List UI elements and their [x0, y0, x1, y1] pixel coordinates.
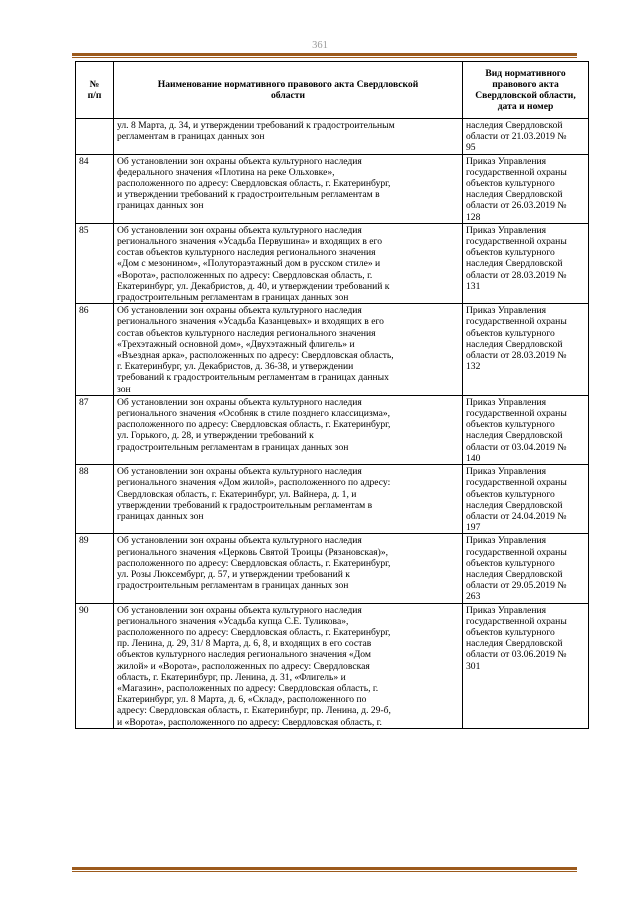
- row-act-name: Об установлении зон охраны объекта культурного наследия регионального значения «Дом жилой», расположенного по адресу: Свердловская область, г. Екатеринбург, ул. Вайнера, д. 1, и утверждении требований к градостроительным регламентам в границах данных зон: [114, 465, 463, 534]
- table-row: [76, 603, 589, 728]
- row-act-kind: Приказ Управления государственной охраны объектов культурного наследия Свердловской области от 29.05.2019 № 263: [463, 534, 589, 603]
- header-number: № п/п: [76, 62, 114, 119]
- table-row: [76, 465, 589, 534]
- row-act-name: Об установлении зон охраны объекта культурного наследия регионального значения «Усадьба Казанцевых» и входящих в его состав объектов культурного наследия регионального значения «Трехэтажный основной дом», «Двухэтажный флигель» и «Въездная арка», расположенных по адресу: Свердловская область, г. Екатеринбург, ул. Декабристов, д. 36-38, и утверждении требований к градостроительным регламентам в границах данных зон: [114, 304, 463, 396]
- row-act-name: Об установлении зон охраны объекта культурного наследия федерального значения «Плотина на реке Ольховке», расположенного по адресу: Свердловская область, г. Екатеринбург, и утверждении требований к градостроительным регламентам в границах данных зон: [114, 154, 463, 223]
- row-number: 87: [76, 395, 114, 464]
- table-header-row: [76, 62, 589, 119]
- row-number: [76, 119, 114, 155]
- row-act-kind: Приказ Управления государственной охраны объектов культурного наследия Свердловской области от 03.04.2019 № 140: [463, 395, 589, 464]
- row-number: 85: [76, 223, 114, 303]
- row-act-name: Об установлении зон охраны объекта культурного наследия регионального значения «Усадьба купца С.Е. Туликова», расположенного по адресу: Свердловская область, г. Екатеринбург, пр. Ленина, д. 29, 31/ 8 Марта, д. 6, 8, и входящих в его состав объектов культурного наследия регионального значения «Дом жилой» и «Ворота», расположенных по адресу: Свердловская область, г. Екатеринбург, пр. Ленина, д. 31, «Флигель» и «Магазин», расположенных по адресу: Свердловская область, г. Екатеринбург, ул. 8 Марта, д. 6, «Склад», расположенного по адресу: Свердловская область, г. Екатеринбург, пр. Ленина, д. 29-б, и «Ворота», расположенного по адресу: Свердловская область, г.: [114, 603, 463, 728]
- row-act-name: Об установлении зон охраны объекта культурного наследия регионального значения «Усадьба Первушина» и входящих в его состав объектов культурного наследия регионального значения «Дом с мезонином», «Полутораэтажный дом в русском стиле» и «Ворота», расположенных по адресу: Свердловская область, г. Екатеринбург, ул. Декабристов, д. 40, и утверждении требований к градостроительным регламентам в границах данных зон: [114, 223, 463, 303]
- row-number: 84: [76, 154, 114, 223]
- page-number: 361: [312, 40, 328, 51]
- table-row: [76, 534, 589, 603]
- row-number: 90: [76, 603, 114, 728]
- row-act-kind: наследия Свердловской области от 21.03.2019 № 95: [463, 119, 589, 155]
- row-number: 89: [76, 534, 114, 603]
- header-act-kind: Вид нормативного правового акта Свердловской области, дата и номер: [463, 62, 589, 119]
- table-row: [76, 154, 589, 223]
- row-act-name: ул. 8 Марта, д. 34, и утверждении требований к градостроительным регламентам в границах данных зон: [114, 119, 463, 155]
- legal-acts-table: [75, 61, 589, 729]
- table-row: [76, 223, 589, 303]
- row-number: 86: [76, 304, 114, 396]
- header-act-name: Наименование нормативного правового акта Свердловской области: [114, 62, 463, 119]
- table-row: [76, 304, 589, 396]
- table-row: [76, 395, 589, 464]
- row-act-kind: Приказ Управления государственной охраны объектов культурного наследия Свердловской области от 26.03.2019 № 128: [463, 154, 589, 223]
- table-row: [76, 119, 589, 155]
- row-act-name: Об установлении зон охраны объекта культурного наследия регионального значения «Особняк в стиле позднего классицизма», расположенного по адресу: Свердловская область, г. Екатеринбург, ул. Горького, д. 28, и утверждении требований к градостроительным регламентам в границах данных зон: [114, 395, 463, 464]
- row-act-kind: Приказ Управления государственной охраны объектов культурного наследия Свердловской области от 24.04.2019 № 197: [463, 465, 589, 534]
- row-act-kind: Приказ Управления государственной охраны объектов культурного наследия Свердловской области от 28.03.2019 № 131: [463, 223, 589, 303]
- row-number: 88: [76, 465, 114, 534]
- row-act-kind: Приказ Управления государственной охраны объектов культурного наследия Свердловской области от 28.03.2019 № 132: [463, 304, 589, 396]
- row-act-kind: Приказ Управления государственной охраны объектов культурного наследия Свердловской области от 03.06.2019 № 301: [463, 603, 589, 728]
- row-act-name: Об установлении зон охраны объекта культурного наследия регионального значения «Церковь Святой Троицы (Рязановская)», расположенного по адресу: Свердловская область, г. Екатеринбург, ул. Розы Люксембург, д. 57, и утверждении требований к градостроительным регламентам в границах данных зон: [114, 534, 463, 603]
- footer-rule: [72, 867, 577, 872]
- header-rule: [72, 53, 577, 58]
